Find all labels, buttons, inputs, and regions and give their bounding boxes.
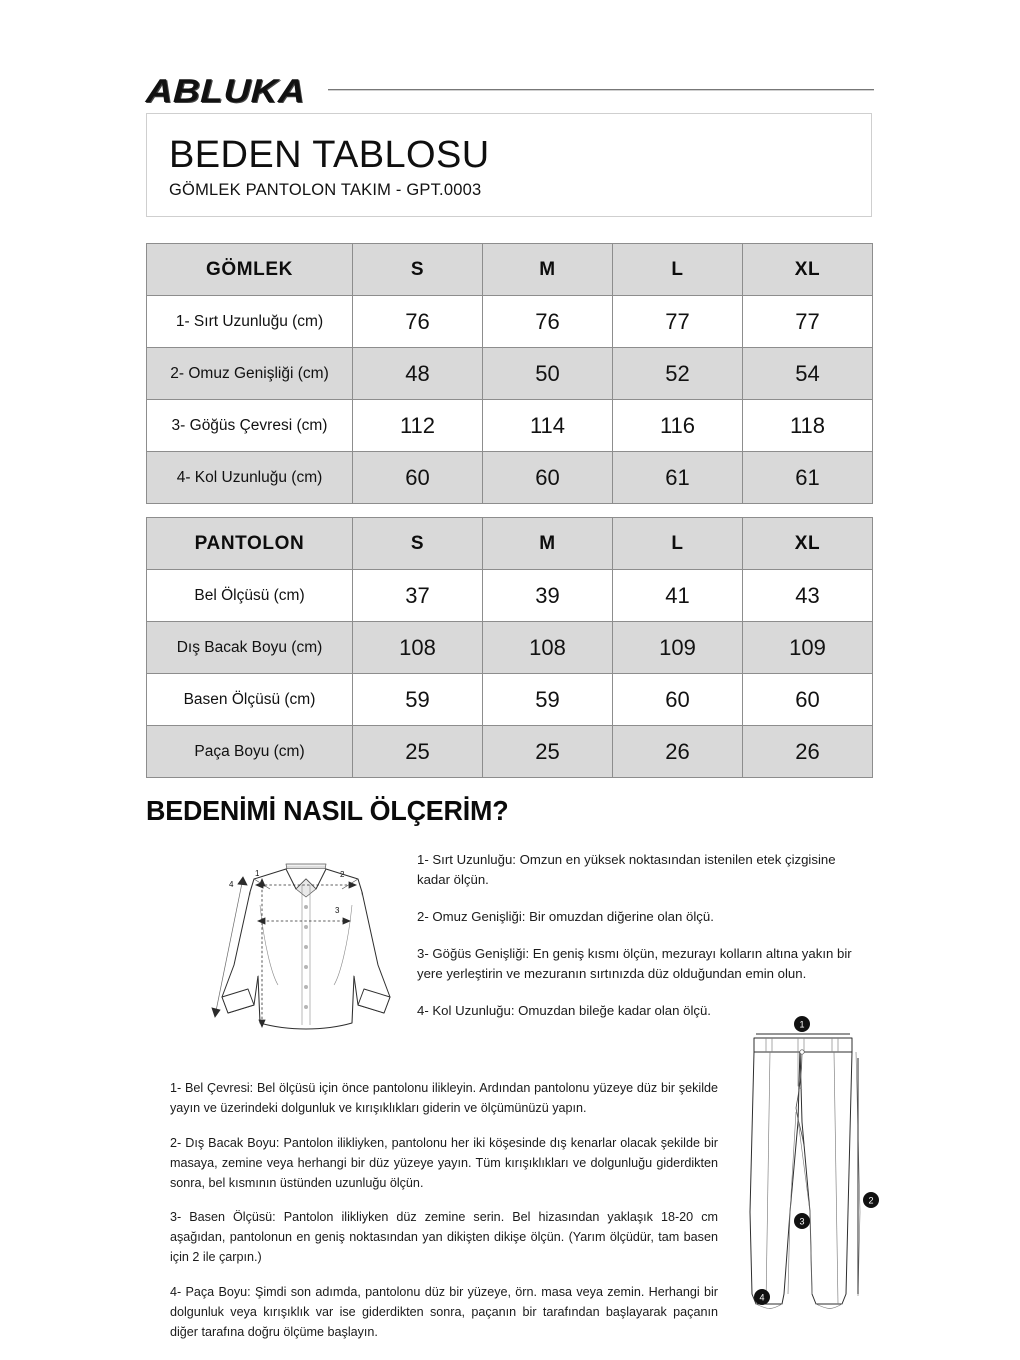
cell-value: 25	[353, 726, 483, 778]
page-header	[146, 68, 874, 112]
column-header-category: GÖMLEK	[147, 244, 353, 296]
row-label: Dış Bacak Boyu (cm)	[147, 622, 353, 674]
cell-value: 109	[613, 622, 743, 674]
shirt-marker-4: 4	[229, 880, 234, 889]
table-row	[147, 622, 873, 674]
page-subtitle: GÖMLEK PANTOLON TAKIM - GPT.0003	[169, 180, 482, 199]
cell-value: 60	[483, 452, 613, 504]
table-row	[147, 726, 873, 778]
cell-value: 43	[743, 570, 873, 622]
page-title: BEDEN TABLOSU	[169, 134, 490, 176]
cell-value: 76	[483, 296, 613, 348]
column-header-s: S	[353, 518, 483, 570]
table-row	[147, 674, 873, 726]
cell-value: 26	[743, 726, 873, 778]
pants-note-4: 4- Paça Boyu: Şimdi son adımda, pantolonu düz bir yüzeye, örn. masa veya zemin. Herhangi bir dolgunluk veya kırışıklık var ise giderdikten sonra, paçanın bir tarafından başlayarak paçanın diğer tarafına doğru ölçüme başlayın.	[170, 1285, 718, 1339]
shirt-note-3: 3- Göğüs Genişliği: En geniş kısmı ölçün, mezurayı kolların altına yakın bir yere yerleştirin ve mezuranın sırtınızda düz olduğundan emin olun.	[417, 946, 852, 982]
shirt-note-4: 4- Kol Uzunluğu: Omuzdan bileğe kadar olan ölçü.	[417, 1003, 711, 1019]
cell-value: 37	[353, 570, 483, 622]
table-header-row	[147, 518, 873, 570]
row-label: 2- Omuz Genişliği (cm)	[147, 348, 353, 400]
cell-value: 109	[743, 622, 873, 674]
row-label: 3- Göğüs Çevresi (cm)	[147, 400, 353, 452]
row-label: 4- Kol Uzunluğu (cm)	[147, 452, 353, 504]
table-row	[147, 400, 873, 452]
pants-marker-1	[794, 1016, 810, 1032]
cell-value: 60	[743, 674, 873, 726]
shirt-marker-2: 2	[340, 870, 345, 879]
cell-value: 77	[613, 296, 743, 348]
cell-value: 108	[483, 622, 613, 674]
column-header-m: M	[483, 518, 613, 570]
cell-value: 77	[743, 296, 873, 348]
table-row	[147, 296, 873, 348]
cell-value: 112	[353, 400, 483, 452]
pants-note-2: 2- Dış Bacak Boyu: Pantolon ilikliyken, pantolonu her iki köşesinde dış kenarlar olacak şekilde bir masaya, zemine veya herhangi bir düz yüzeye yayın. Tüm kırışıklıkları ve dolgunluğu giderdikten sonra, bel kısmının üstünden uzunluğu ölçün.	[170, 1135, 718, 1190]
table-header-row	[147, 244, 873, 296]
pants-note-3: 3- Basen Ölçüsü: Pantolon ilikliyken düz zemine serin. Bel hizasından yaklaşık 18-20 cm aşağıdan, pantolonun en geniş noktasından yan dikişten dikişe ölçün. (Yarım ölçüdür, tam basen için 2 ile çarpın.)	[170, 1210, 718, 1265]
abluka-logo: ABLUKA	[145, 71, 307, 109]
cell-value: 61	[613, 452, 743, 504]
cell-value: 108	[353, 622, 483, 674]
cell-value: 60	[613, 674, 743, 726]
shirt-diagram	[198, 845, 414, 1045]
svg-text:3: 3	[799, 1216, 805, 1227]
cell-value: 50	[483, 348, 613, 400]
shirt-marker-1: 1	[255, 869, 260, 878]
shirt-size-table	[146, 243, 873, 504]
cell-value: 54	[743, 348, 873, 400]
shirt-marker-3: 3	[335, 906, 340, 915]
cell-value: 59	[483, 674, 613, 726]
row-label: Basen Ölçüsü (cm)	[147, 674, 353, 726]
column-header-category: PANTOLON	[147, 518, 353, 570]
cell-value: 61	[743, 452, 873, 504]
cell-value: 41	[613, 570, 743, 622]
column-header-xl: XL	[743, 518, 873, 570]
cell-value: 52	[613, 348, 743, 400]
cell-value: 48	[353, 348, 483, 400]
pants-diagram	[736, 1012, 904, 1330]
cell-value: 25	[483, 726, 613, 778]
svg-text:4: 4	[759, 1292, 765, 1303]
table-row	[147, 452, 873, 504]
pants-marker-2	[863, 1192, 879, 1208]
column-header-l: L	[613, 518, 743, 570]
column-header-l: L	[613, 244, 743, 296]
shirt-note-2: 2- Omuz Genişliği: Bir omuzdan diğerine olan ölçü.	[417, 909, 714, 925]
shirt-measure-instructions	[417, 850, 872, 1021]
row-label: Paça Boyu (cm)	[147, 726, 353, 778]
row-label: 1- Sırt Uzunluğu (cm)	[147, 296, 353, 348]
cell-value: 116	[613, 400, 743, 452]
table-row	[147, 348, 873, 400]
column-header-s: S	[353, 244, 483, 296]
howto-heading: BEDENİMİ NASIL ÖLÇERİM?	[146, 795, 509, 826]
pants-measure-instructions	[170, 1079, 718, 1343]
row-label: Bel Ölçüsü (cm)	[147, 570, 353, 622]
cell-value: 114	[483, 400, 613, 452]
svg-text:2: 2	[868, 1195, 874, 1206]
title-box	[146, 113, 872, 217]
column-header-m: M	[483, 244, 613, 296]
column-header-xl: XL	[743, 244, 873, 296]
svg-text:1: 1	[799, 1019, 805, 1030]
cell-value: 118	[743, 400, 873, 452]
cell-value: 59	[353, 674, 483, 726]
header-divider-line	[328, 89, 874, 91]
shirt-note-1: 1- Sırt Uzunluğu: Omzun en yüksek noktasından istenilen etek çizgisine kadar ölçün.	[417, 852, 836, 888]
pants-note-1: 1- Bel Çevresi: Bel ölçüsü için önce pantolonu ilikleyin. Ardından pantolonu yüzeye düz bir şekilde yayın ve üzerindeki dolgunluk ve kırışıklıkları giderin ve ölçümünüzü yapın.	[170, 1081, 718, 1115]
cell-value: 39	[483, 570, 613, 622]
pants-marker-4	[754, 1289, 770, 1305]
pants-size-table	[146, 517, 873, 778]
cell-value: 26	[613, 726, 743, 778]
table-row	[147, 570, 873, 622]
cell-value: 60	[353, 452, 483, 504]
cell-value: 76	[353, 296, 483, 348]
pants-marker-3	[794, 1213, 810, 1229]
